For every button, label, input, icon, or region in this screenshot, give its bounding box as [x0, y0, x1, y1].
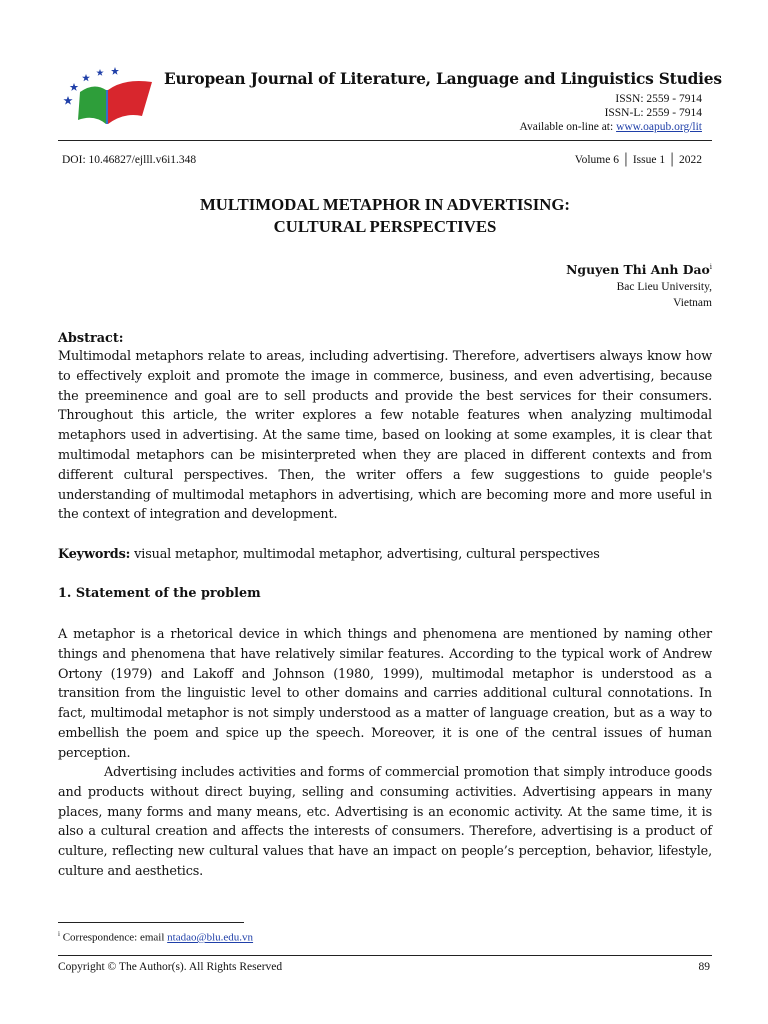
affiliation-country: Vietnam — [673, 297, 712, 309]
affiliation-institution: Bac Lieu University, — [616, 281, 712, 293]
footnote-label: Correspondence: email — [59, 931, 168, 944]
header-divider — [58, 140, 712, 141]
journal-title: European Journal of Literature, Language and Linguistics Studies — [164, 70, 722, 88]
footnote — [58, 930, 253, 944]
online-label: Available on-line at: — [519, 121, 617, 133]
volume-issue-year: Volume 6 │ Issue 1 │ 2022 — [574, 154, 702, 166]
journal-url-link[interactable]: www.oapub.org/lit — [616, 121, 702, 133]
online-availability — [520, 121, 702, 133]
body-paragraph-2: Advertising includes activities and forms of commercial promotion that simply introduce goods and products without direct buying, selling and consuming activities. Advertising appears in many places, many forms and many means, etc. Advertising is an economic activity. At the same time, it is also a cultural creation and affects the interests of consumers. Therefore, advertising is a product of culture, reflecting new cultural values that have an impact on people’s perception, behavior, lifestyle, culture and aesthetics. — [58, 765, 712, 879]
issn: ISSN: 2559 - 7914 — [615, 93, 702, 105]
page-number: 89 — [698, 961, 710, 973]
keywords-list: visual metaphor, multimodal metaphor, advertising, cultural perspectives — [130, 547, 600, 562]
keywords-label: Keywords: — [58, 547, 131, 562]
abstract-heading: Abstract: — [58, 331, 124, 346]
article-title — [58, 194, 712, 238]
correspondence-email-link[interactable]: ntadao@blu.edu.vn — [167, 931, 254, 944]
body-paragraph-1: A metaphor is a rhetorical device in which things and phenomena are mentioned by naming other things and phenomena that have relatively similar features. According to the typical work of Andrew Ortony (1979) and Lakoff and Johnson (1980, 1999), multimodal metaphor is understood as a transition from the linguistic level to other domains and carries additional cultural connotations. In fact, multimodal metaphor is not simply understood as a matter of language creation, but as a way to embellish the poem and spice up the speech. Moreover, it is one of the central issues of human perception. — [58, 627, 712, 761]
title-line-2: CULTURAL PERSPECTIVES — [273, 217, 497, 236]
book-left-page — [78, 86, 106, 124]
abstract-text: Multimodal metaphors relate to areas, including advertising. Therefore, advertisers always know how to effectively exploit and promote the image in commerce, business, and even advertising, because the preeminence and goal are to sell products and provide the best services for their consumers. Throughout this article, the writer explores a few notable features when analyzing multimodal metaphors used in advertising. At the same time, based on looking at some examples, it is clear that multimodal metaphors can be misinterpreted when they are placed in different contexts and from different cultural perspectives. Then, the writer offers a few suggestions to guide people's understanding of multimodal metaphors in advertising, which are becoming more and more useful in the context of integration and development. — [58, 349, 712, 523]
footnote-divider — [58, 922, 244, 923]
keywords — [58, 545, 712, 565]
section-heading: 1. Statement of the problem — [58, 586, 261, 601]
author-footnote-mark[interactable]: i — [709, 262, 712, 271]
book-spine — [106, 90, 108, 124]
title-line-1: MULTIMODAL METAPHOR IN ADVERTISING: — [199, 195, 571, 214]
book-with-stars-logo — [60, 66, 156, 126]
footer-divider — [58, 955, 712, 956]
issn-l: ISSN-L: 2559 - 7914 — [604, 107, 702, 119]
copyright: Copyright © The Author(s). All Rights Reserved — [58, 961, 283, 973]
author-name: Nguyen Thi Anh Dao$^i$ — [566, 262, 712, 277]
footnote-mark: i — [58, 930, 60, 938]
book-right-page — [108, 81, 152, 124]
doi: DOI: 10.46827/ejlll.v6i1.348 — [62, 154, 197, 166]
